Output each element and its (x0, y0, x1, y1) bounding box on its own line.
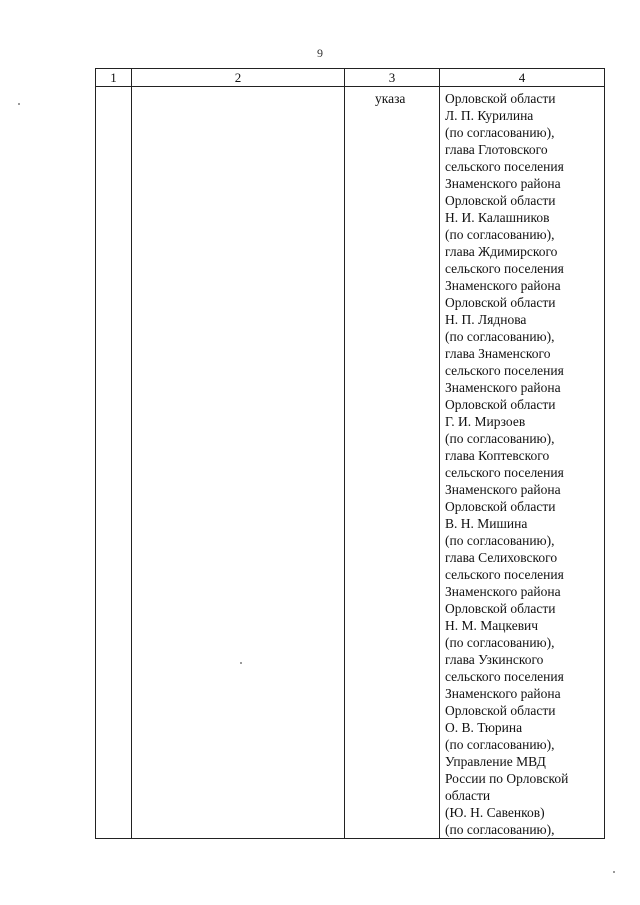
list-item: (по согласованию), (445, 227, 555, 242)
document-table (95, 68, 605, 839)
cell-column-4 (440, 87, 605, 839)
column-header-2: 2 (132, 69, 345, 87)
list-item: В. Н. Мишина (445, 516, 528, 531)
list-item: Г. И. Мирзоев (445, 414, 526, 429)
list-item: глава Коптевского (445, 448, 550, 463)
responsible-list (440, 87, 604, 838)
scan-speck (18, 103, 20, 105)
list-item: О. В. Тюрина (445, 720, 523, 735)
list-item: России по Орловской (445, 771, 569, 786)
list-item: Знаменского района (445, 278, 561, 293)
cell-column-1 (96, 87, 132, 839)
page-number: 9 (317, 46, 323, 60)
list-item: Н. М. Мацкевич (445, 618, 539, 633)
cell-column-2 (132, 87, 345, 839)
list-item: Знаменского района (445, 482, 561, 497)
list-item: глава Узкинского (445, 652, 544, 667)
list-item: (по согласованию), (445, 125, 555, 140)
list-item: области (445, 788, 491, 803)
list-item: сельского поселения (445, 363, 564, 378)
table-header-row (96, 69, 605, 87)
list-item: Управление МВД (445, 754, 546, 769)
column-header-1: 1 (96, 69, 132, 87)
list-item: (по согласованию), (445, 822, 555, 837)
list-item: глава Глотовского (445, 142, 548, 157)
table-row (96, 87, 605, 839)
scan-speck (240, 662, 242, 664)
list-item: сельского поселения (445, 159, 564, 174)
column-header-4: 4 (440, 69, 605, 87)
list-item: (по согласованию), (445, 431, 555, 446)
list-item: Н. И. Калашников (445, 210, 550, 225)
list-item: Знаменского района (445, 584, 561, 599)
list-item: Орловской области (445, 295, 556, 310)
list-item: Н. П. Ляднова (445, 312, 527, 327)
cell-column-3-text: указа (375, 91, 406, 106)
cell-column-3 (345, 87, 440, 839)
list-item: Орловской области (445, 91, 556, 106)
list-item: сельского поселения (445, 669, 564, 684)
list-item: сельского поселения (445, 261, 564, 276)
list-item: (по согласованию), (445, 329, 555, 344)
list-item: Орловской области (445, 499, 556, 514)
list-item: (по согласованию), (445, 635, 555, 650)
list-item: сельского поселения (445, 567, 564, 582)
list-item: (Ю. Н. Савенков) (445, 805, 545, 820)
list-item: Знаменского района (445, 686, 561, 701)
list-item: (по согласованию), (445, 737, 555, 752)
list-item: Орловской области (445, 601, 556, 616)
list-item: Орловской области (445, 703, 556, 718)
scan-speck (613, 871, 615, 873)
list-item: глава Селиховского (445, 550, 558, 565)
list-item: Орловской области (445, 193, 556, 208)
list-item: сельского поселения (445, 465, 564, 480)
list-item: глава Ждимирского (445, 244, 558, 259)
list-item: глава Знаменского (445, 346, 551, 361)
list-item: Знаменского района (445, 380, 561, 395)
column-header-3: 3 (345, 69, 440, 87)
list-item: Л. П. Курилина (445, 108, 534, 123)
list-item: (по согласованию), (445, 533, 555, 548)
list-item: Орловской области (445, 397, 556, 412)
list-item: Знаменского района (445, 176, 561, 191)
